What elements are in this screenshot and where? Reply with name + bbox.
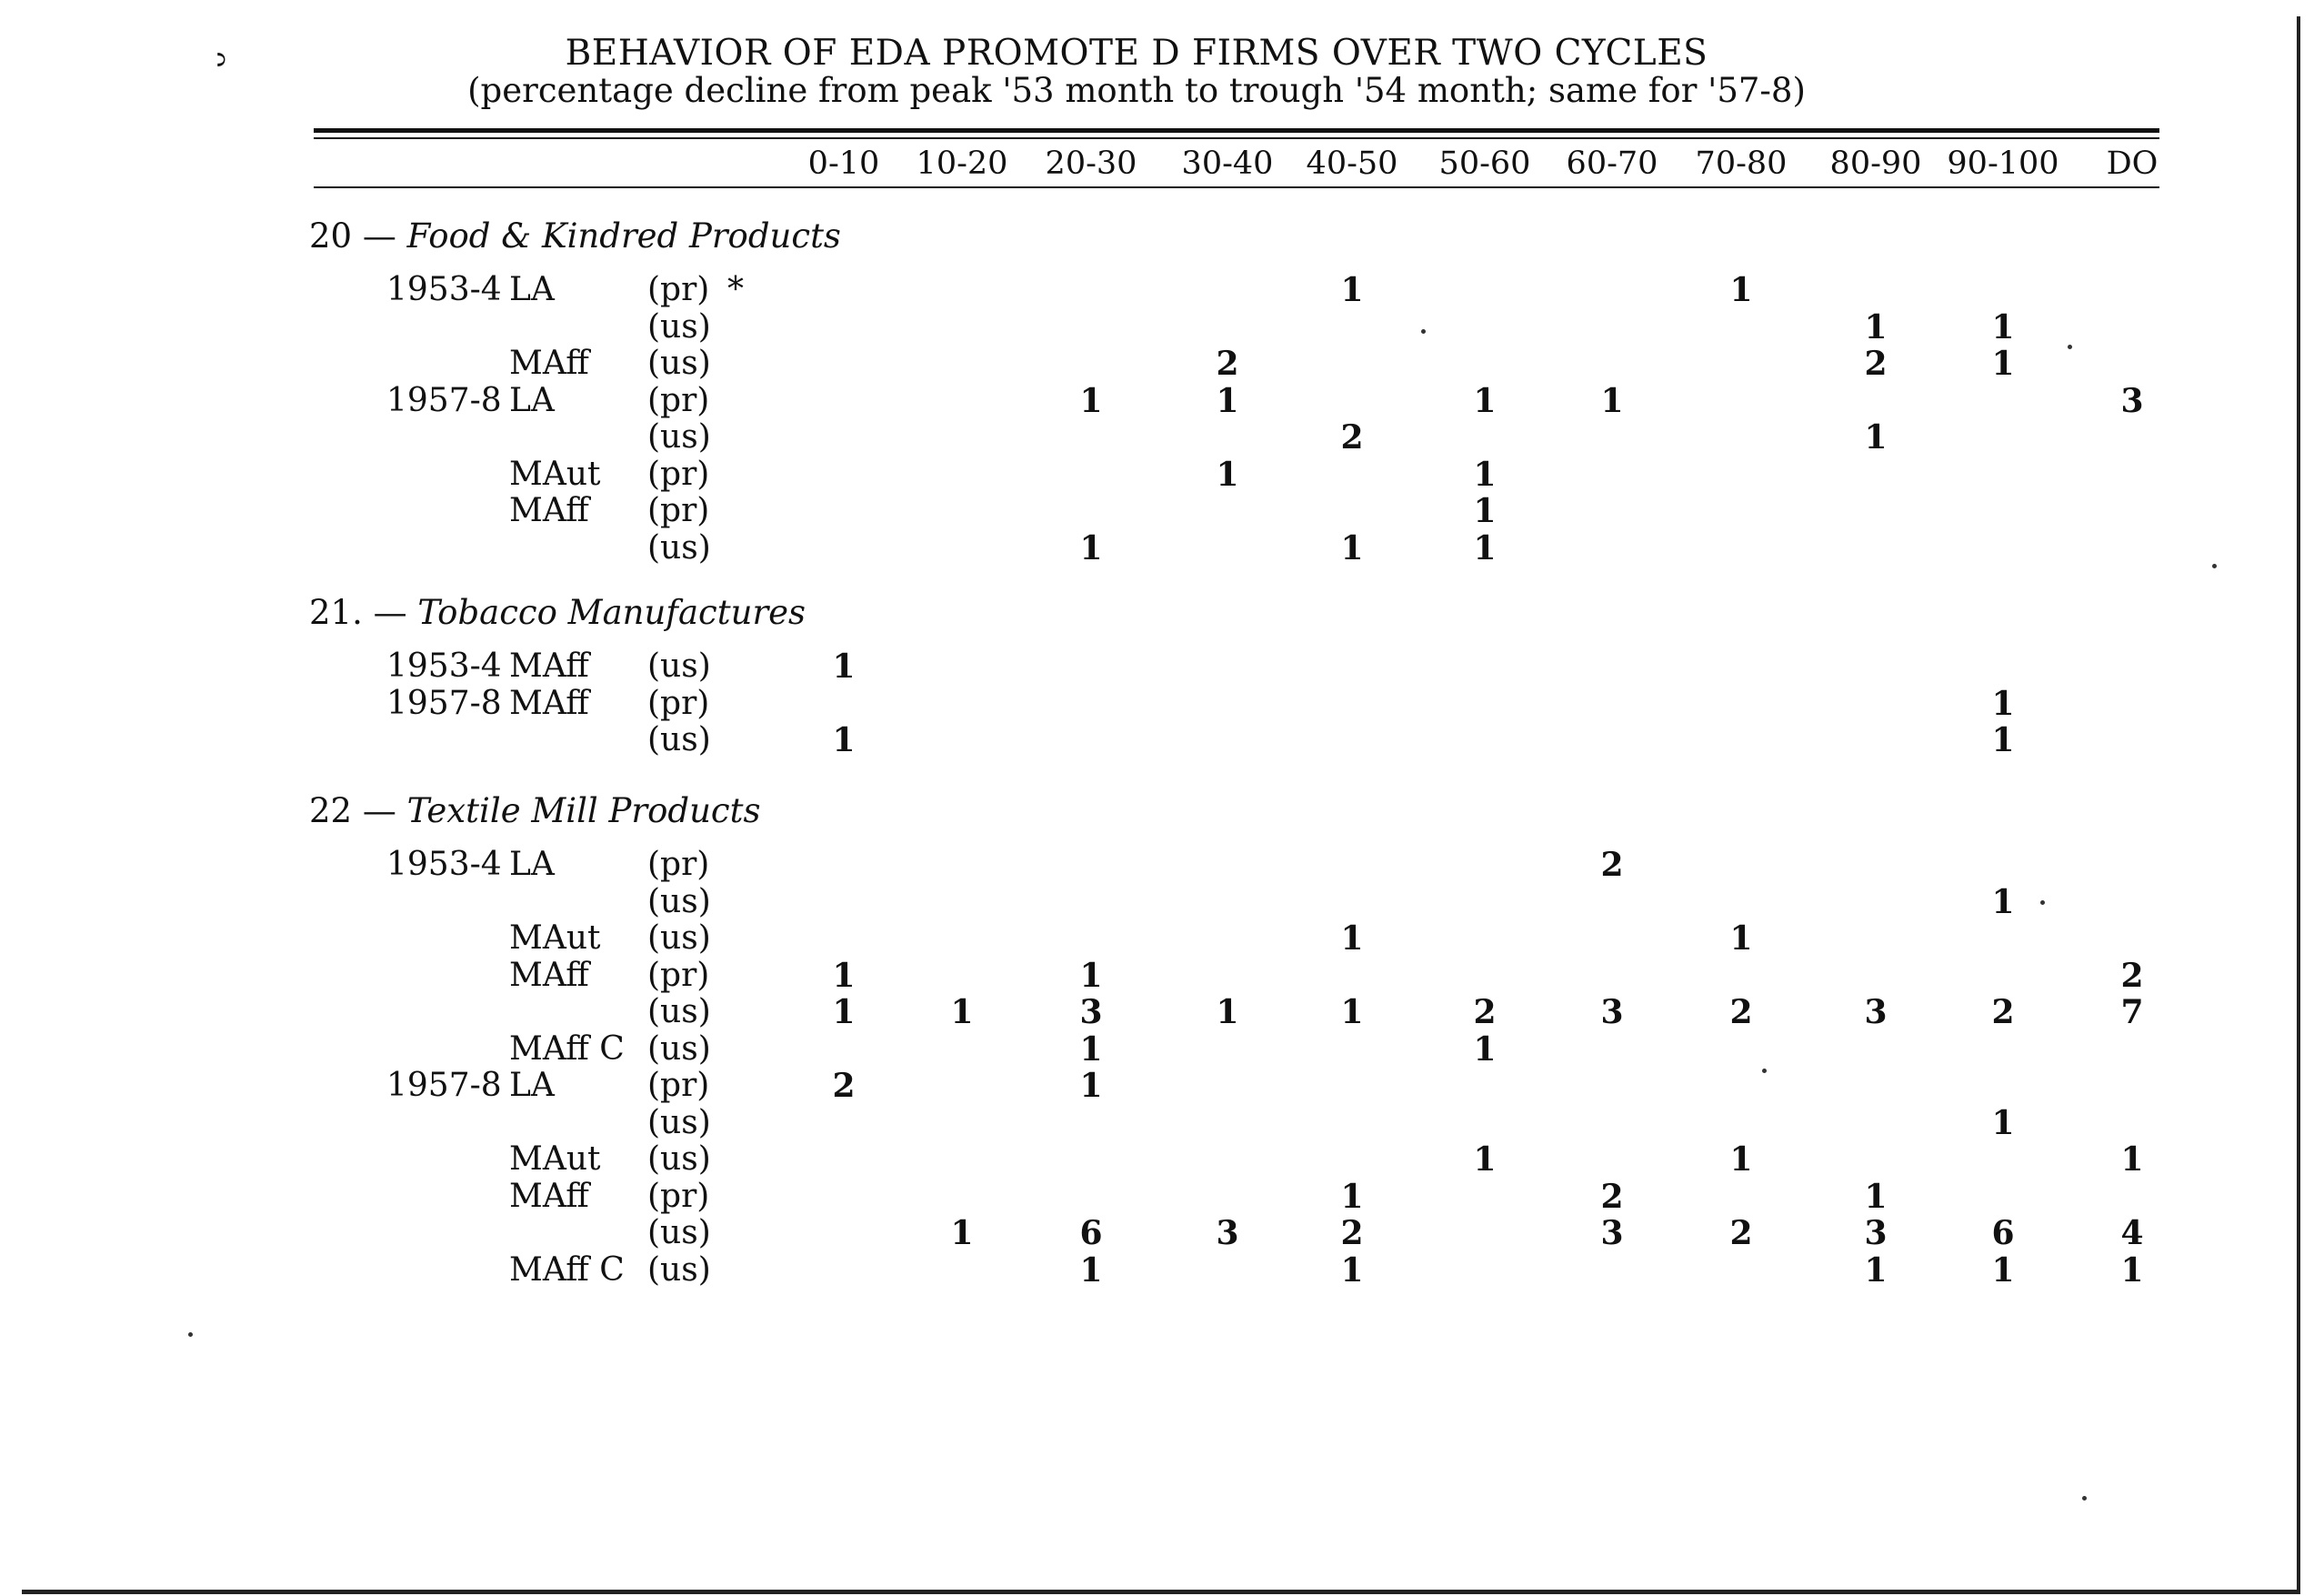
table-cell: 1: [1473, 381, 1497, 420]
column-header: 30-40: [1181, 146, 1274, 182]
table-cell: 1: [1340, 993, 1364, 1031]
column-header: 10-20: [916, 146, 1008, 182]
table-cell: 1: [1340, 271, 1364, 309]
table-cell: 2: [1600, 846, 1624, 884]
table-cell: 3: [1216, 1214, 1239, 1252]
table-cell: 1: [1473, 492, 1497, 530]
table-cell: 3: [1864, 1214, 1888, 1252]
row-type-label: (us): [647, 882, 711, 920]
table-cell: 1: [1340, 1250, 1364, 1290]
table-cell: 1: [2120, 1140, 2144, 1179]
column-header: DO: [2106, 146, 2159, 182]
table-cell: 1: [1600, 381, 1624, 420]
table-cell: 6: [1991, 1214, 2015, 1252]
row-type-label: (us): [647, 1214, 711, 1251]
row-footnote-mark: *: [727, 271, 744, 308]
table-cell: 1: [1216, 993, 1239, 1031]
row-year-label: 1953-4: [386, 271, 502, 308]
table-cell: 1: [1079, 528, 1103, 567]
row-type-label: (pr): [647, 1177, 710, 1215]
table-top-rule: [314, 128, 2159, 133]
table-cell: 1: [1473, 1029, 1497, 1069]
column-header: 40-50: [1306, 146, 1398, 182]
row-year-label: 1953-4: [386, 846, 502, 883]
table-cell: 1: [1340, 1177, 1364, 1216]
section-code: 21. —: [309, 593, 407, 632]
column-header: 50-60: [1438, 146, 1531, 182]
row-group-label: LA: [509, 381, 555, 419]
section-name: Textile Mill Products: [406, 791, 761, 830]
section-name: Tobacco Manufactures: [417, 593, 806, 632]
table-cell: 1: [832, 993, 856, 1031]
row-type-label: (pr): [647, 846, 710, 883]
scan-speck: [2040, 900, 2045, 905]
table-cell: 1: [2120, 1250, 2144, 1290]
table-cell: 6: [1079, 1214, 1103, 1252]
row-group-label: LA: [509, 846, 555, 883]
column-header: 90-100: [1947, 146, 2059, 182]
row-group-label: MAff: [509, 492, 589, 529]
table-cell: 1: [1079, 1067, 1103, 1105]
table-top-rule-thin: [314, 137, 2159, 139]
table-cell: 1: [1864, 307, 1888, 346]
row-type-label: (pr): [647, 271, 710, 308]
table-cell: 1: [1473, 1140, 1497, 1179]
table-cell: 2: [1729, 1214, 1753, 1252]
row-year-label: 1957-8: [386, 381, 502, 419]
column-header: 70-80: [1695, 146, 1788, 182]
page-title: BEHAVIOR OF EDA PROMOTE D FIRMS OVER TWO CYCLES: [565, 33, 1708, 74]
table-cell: 3: [2120, 381, 2144, 420]
row-type-label: (pr): [647, 381, 710, 419]
table-cell: 1: [1079, 1250, 1103, 1290]
table-cell: 1: [1216, 455, 1239, 494]
table-cell: 3: [1864, 993, 1888, 1031]
scan-speck: [188, 1332, 193, 1337]
row-type-label: (us): [647, 1140, 711, 1178]
table-cell: 1: [1729, 919, 1753, 958]
column-header: 60-70: [1566, 146, 1658, 182]
page-subtitle: (percentage decline from peak '53 month to trough '54 month; same for '57-8): [467, 71, 1806, 110]
table-cell: 4: [2120, 1214, 2144, 1252]
table-cell: 2: [1729, 993, 1753, 1031]
table-cell: 3: [1600, 993, 1624, 1031]
row-group-label: MAff: [509, 684, 589, 722]
row-type-label: (us): [647, 307, 711, 346]
section-code: 22 —: [309, 791, 396, 830]
page-mark: ᴖ: [203, 51, 235, 68]
row-group-label: MAff: [509, 1177, 589, 1215]
table-cell: 2: [1473, 993, 1497, 1031]
row-year-label: 1957-8: [386, 684, 502, 722]
column-header: 80-90: [1829, 146, 1922, 182]
table-cell: 1: [1079, 381, 1103, 420]
table-cell: 3: [1600, 1214, 1624, 1252]
table-cell: 1: [1079, 956, 1103, 995]
row-group-label: LA: [509, 1067, 555, 1104]
row-type-label: (us): [647, 345, 711, 382]
section-title: [309, 216, 841, 256]
row-type-label: (pr): [647, 956, 710, 994]
table-cell: 1: [1991, 684, 2015, 723]
row-type-label: (us): [647, 1250, 711, 1289]
section-name: Food & Kindred Products: [406, 216, 841, 256]
table-cell: 1: [1991, 721, 2015, 759]
table-cell: 2: [832, 1067, 856, 1105]
row-group-label: MAut: [509, 1140, 601, 1178]
row-type-label: (pr): [647, 684, 710, 722]
table-cell: 1: [1340, 528, 1364, 567]
table-cell: 1: [1729, 271, 1753, 309]
row-type-label: (us): [647, 418, 711, 456]
row-year-label: 1957-8: [386, 1067, 502, 1104]
table-cell: 1: [1991, 882, 2015, 921]
row-type-label: (pr): [647, 1067, 710, 1104]
table-cell: 1: [1991, 307, 2015, 346]
table-cell: 2: [1864, 345, 1888, 383]
row-type-label: (us): [647, 647, 711, 685]
row-group-label: MAff C: [509, 1250, 625, 1289]
row-group-label: MAff: [509, 647, 589, 685]
row-year-label: 1953-4: [386, 647, 502, 685]
table-cell: 2: [1991, 993, 2015, 1031]
section-title: [309, 593, 806, 632]
table-cell: 1: [1340, 919, 1364, 958]
table-cell: 1: [1473, 455, 1497, 494]
table-cell: 1: [1864, 1250, 1888, 1290]
row-type-label: (us): [647, 1103, 711, 1141]
row-group-label: MAff: [509, 345, 589, 382]
table-cell: 1: [1216, 381, 1239, 420]
row-group-label: MAff C: [509, 1029, 625, 1068]
table-cell: 1: [1991, 345, 2015, 383]
row-group-label: LA: [509, 271, 555, 308]
table-cell: 1: [1473, 528, 1497, 567]
table-cell: 1: [950, 993, 974, 1031]
table-cell: 2: [1340, 1214, 1364, 1252]
table-cell: 1: [1079, 1029, 1103, 1069]
scan-speck: [2068, 345, 2072, 349]
row-type-label: (pr): [647, 492, 710, 529]
row-group-label: MAff: [509, 956, 589, 994]
row-type-label: (us): [647, 919, 711, 957]
table-cell: 1: [1864, 1177, 1888, 1216]
row-type-label: (us): [647, 993, 711, 1030]
scan-speck: [2212, 564, 2217, 568]
row-group-label: MAut: [509, 919, 601, 957]
row-type-label: (us): [647, 721, 711, 758]
section-code: 20 —: [309, 216, 396, 256]
table-cell: 1: [1991, 1103, 2015, 1142]
table-cell: 1: [832, 956, 856, 995]
table-cell: 3: [1079, 993, 1103, 1031]
table-cell: 2: [1216, 345, 1239, 383]
section-title: [309, 791, 760, 830]
table-cell: 7: [2120, 993, 2144, 1031]
row-group-label: MAut: [509, 455, 601, 493]
scan-speck: [1762, 1069, 1767, 1073]
table-cell: 1: [832, 647, 856, 686]
scan-speck: [1421, 329, 1426, 334]
table-cell: 1: [950, 1214, 974, 1252]
table-cell: 2: [1340, 418, 1364, 457]
row-type-label: (us): [647, 528, 711, 567]
table-cell: 1: [1864, 418, 1888, 457]
table-cell: 1: [1729, 1140, 1753, 1179]
header-bottom-rule: [314, 186, 2159, 188]
table-cell: 1: [1991, 1250, 2015, 1290]
scan-speck: [2082, 1496, 2087, 1501]
table-cell: 2: [2120, 956, 2144, 995]
row-type-label: (us): [647, 1029, 711, 1068]
column-header: 0-10: [807, 146, 880, 182]
column-header: 20-30: [1045, 146, 1137, 182]
row-type-label: (pr): [647, 455, 710, 493]
table-cell: 2: [1600, 1177, 1624, 1216]
table-cell: 1: [832, 721, 856, 759]
